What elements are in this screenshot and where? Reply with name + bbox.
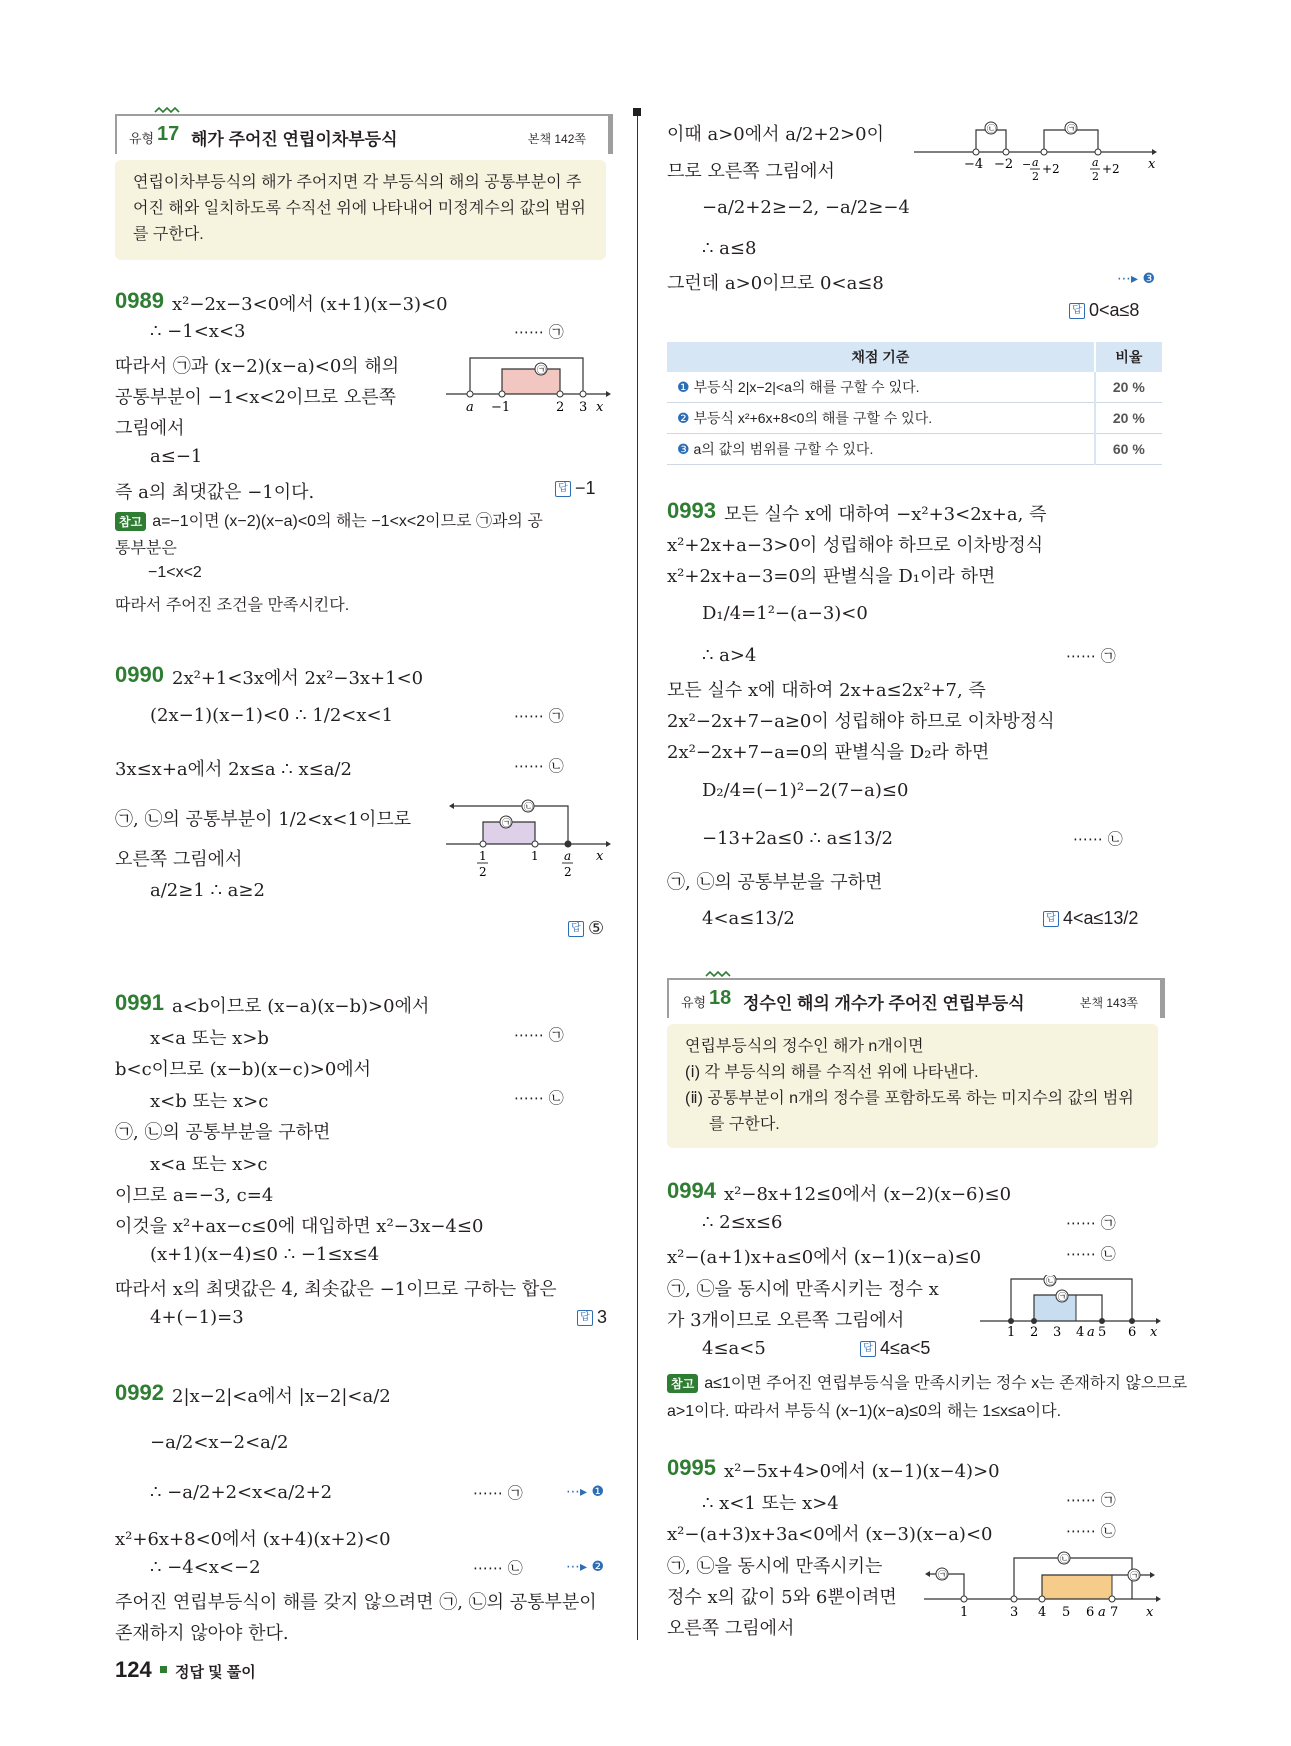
solution-line: 3x≤x+a에서 2x≤a ∴ x≤a/2 [115,759,352,780]
solution-line: 따라서 x의 최댓값은 4, 최솟값은 −1이므로 구하는 합은 [115,1279,557,1300]
svg-text:㉠: ㉠ [938,1571,948,1581]
svg-text:−1: −1 [491,400,511,415]
step-marker: ❷ [677,411,690,427]
criteria-text: a의 값의 범위를 구할 수 있다. [693,441,874,457]
criteria-text: 부등식 2|x−2|<a의 해를 구할 수 있다. [693,379,920,395]
answer [555,478,596,499]
equation-tag: ⋯⋯ ㉠ [514,323,564,341]
answer [568,918,604,939]
solution-line: 4+(−1)=3 [150,1307,244,1328]
problem-number: 0993 [667,498,716,523]
answer [1043,908,1138,929]
note-line: a=−1이면 (x−2)(x−a)<0의 해는 −1<x<2이므로 ㉠과의 공 [152,513,543,530]
solution-line: 주어진 연립부등식이 해를 갖지 않으려면 ㉠, ㉡의 공통부분이 [115,1592,597,1613]
solution-line: 모든 실수 x에 대하여 2x+a≤2x²+7, 즉 [667,680,986,701]
type-label: 유형 [681,995,707,1010]
solution-line: 4<a≤13/2 [702,908,795,929]
solution-line: x²+6x+8<0에서 (x+4)(x+2)<0 [115,1529,391,1550]
type-title: 정수인 해의 개수가 주어진 연립부등식 [743,994,1025,1013]
solution-line: b<c이므로 (x−b)(x−c)>0에서 [115,1059,372,1080]
number-line-diagram [924,1550,1164,1620]
footer-title: 정답 및 풀이 [175,1664,256,1681]
summary-line: 연립부등식의 정수인 해가 n개이면 [685,1038,924,1055]
solution-line: x²−5x+4>0에서 (x−1)(x−4)>0 [724,1461,1000,1482]
svg-text:a: a [1092,156,1099,169]
column-divider [637,110,638,1640]
solution-line: ㉠, ㉡의 공통부분이 1/2<x<1이므로 [115,809,412,830]
svg-text:2: 2 [556,400,565,415]
solution-line: 2|x−2|<a에서 |x−2|<a/2 [172,1386,391,1407]
type-reference: 본책 142쪽 [527,132,586,146]
type-17-summary: 연립이차부등식의 해가 주어지면 각 부등식의 해의 공통부분이 주어진 해와 일치하도록 수직선 위에 나타내어 미정계수의 값의 범위를 구한다. [115,160,606,260]
solution-line: ∴ −a/2+2<x<a/2+2 [150,1482,333,1503]
equation-tag: ⋯⋯ ㉠ [1066,1214,1116,1232]
wave-decoration [154,106,180,114]
svg-text:a: a [1098,1605,1106,1620]
note-line: 통부분은 [115,540,177,557]
answer-value: 3 [597,1307,608,1327]
equation-tag: ⋯⋯ ㉠ [1066,1491,1116,1509]
solution-line: D₂/4=(−1)²−2(7−a)≤0 [702,780,909,801]
equation-tag: ⋯⋯ ㉡ [1066,1522,1116,1540]
problem-number: 0994 [667,1178,716,1203]
svg-text:4: 4 [1038,1605,1047,1620]
solution-line: x²+2x+a−3=0의 판별식을 D₁이라 하면 [667,566,996,587]
divider-marker [633,108,641,116]
ratio-value: 20 % [1095,403,1162,434]
svg-text:㉡: ㉡ [524,803,534,813]
equation-tag: ⋯⋯ ㉡ [514,757,564,775]
answer-value: 0<a≤8 [1089,300,1140,320]
answer-value: −1 [575,478,596,498]
solution-line: x²−(a+3)x+3a<0에서 (x−3)(x−a)<0 [667,1524,993,1545]
solution-line: ∴ 2≤x≤6 [702,1212,783,1233]
solution-line: x<b 또는 x>c [150,1091,269,1112]
solution-line: −a/2+2≥−2, −a/2≥−4 [702,197,910,218]
svg-text:1: 1 [960,1605,969,1620]
answer-icon: 답 [577,1310,593,1326]
solution-line: ∴ a>4 [702,645,757,666]
equation-tag: ⋯⋯ ㉠ [473,1484,523,1502]
solution-line: 존재하지 않아야 한다. [115,1623,289,1644]
equation-tag: ⋯⋯ ㉡ [514,1089,564,1107]
solution-line: ㉠, ㉡의 공통부분을 구하면 [115,1122,331,1143]
type-17-header [115,114,610,154]
note-0989 [115,508,543,531]
solution-line: a/2≥1 ∴ a≥2 [150,880,265,901]
answer [577,1307,607,1328]
solution-line: a<b이므로 (x−a)(x−b)>0에서 [172,996,430,1017]
step-marker: ⋯▸ ❷ [566,1559,605,1575]
svg-text:1: 1 [531,849,539,863]
equation-tag: ⋯⋯ ㉡ [473,1559,523,1577]
solution-line: ㉠, ㉡을 동시에 만족시키는 정수 x [667,1279,939,1300]
solution-line: 오른쪽 그림에서 [667,1618,795,1639]
svg-text:−: − [1022,158,1032,171]
solution-line: 그림에서 [115,418,185,439]
problem-number: 0991 [115,990,164,1015]
solution-line: ∴ a≤8 [702,238,757,259]
solution-line: x<a 또는 x>b [150,1028,269,1049]
answer-icon: 답 [1069,303,1085,319]
note-line: −1<x<2 [148,564,202,581]
solution-line: 모든 실수 x에 대하여 −x²+3<2x+a, 즉 [724,504,1047,525]
svg-text:a: a [466,400,474,415]
solution-line: (2x−1)(x−1)<0 ∴ 1/2<x<1 [150,705,394,726]
svg-text:x: x [596,849,604,864]
answer [1069,300,1139,321]
answer [860,1338,930,1359]
svg-text:2: 2 [479,865,487,879]
note-tag: 참고 [667,1374,698,1393]
solution-line: 그런데 a>0이므로 0<a≤8 [667,273,884,294]
solution-line: ∴ −1<x<3 [150,321,246,342]
solution-line: x²−2x−3<0에서 (x+1)(x−3)<0 [172,294,448,315]
table-row [667,403,1162,434]
svg-text:㉠: ㉠ [1067,125,1077,135]
step-marker: ⋯▸ ❶ [566,1484,605,1500]
problem-number: 0992 [115,1380,164,1405]
summary-line: (ⅱ) 공통부분이 n개의 정수를 포함하도록 하는 미지수의 값의 범위 [685,1090,1134,1107]
step-marker: ❶ [677,380,690,396]
note-tag: 참고 [115,512,146,531]
problem-number: 0990 [115,662,164,687]
svg-text:3: 3 [579,400,588,415]
solution-line: (x+1)(x−4)≤0 ∴ −1≤x≤4 [150,1244,380,1265]
ratio-header: 비율 [1095,342,1162,372]
answer-value: 4<a≤13/2 [1063,908,1139,928]
svg-text:5: 5 [1062,1605,1071,1620]
svg-text:㉠: ㉠ [537,366,547,376]
footer-marker [160,1666,167,1673]
solution-line: ∴ −4<x<−2 [150,1557,261,1578]
svg-text:+2: +2 [1102,162,1120,176]
svg-text:a: a [1087,1325,1095,1340]
svg-text:6: 6 [1128,1325,1137,1340]
criteria-text: 부등식 x²+6x+8<0의 해를 구할 수 있다. [693,410,933,426]
svg-text:㉠: ㉠ [1130,1572,1140,1582]
type-title: 해가 주어진 연립이차부등식 [191,130,398,149]
note-line: a>1이다. 따라서 부등식 (x−1)(x−a)≤0의 해는 1≤x≤a이다. [667,1403,1062,1420]
note-line: a≤1이면 주어진 연립부등식을 만족시키는 정수 x는 존재하지 않으므로 [704,1375,1188,1392]
type-number: 17 [157,123,180,145]
svg-text:6: 6 [1086,1605,1095,1620]
note-line: 따라서 주어진 조건을 만족시킨다. [115,597,350,614]
svg-text:2: 2 [1030,1325,1039,1340]
svg-text:㉡: ㉡ [1046,1277,1056,1287]
svg-text:−2: −2 [994,157,1014,172]
solution-line: 오른쪽 그림에서 [115,849,243,870]
svg-text:1: 1 [479,849,487,863]
solution-line: 므로 오른쪽 그림에서 [667,161,835,182]
ratio-value: 20 % [1095,372,1162,403]
svg-text:㉠: ㉠ [1058,1293,1068,1303]
svg-text:3: 3 [1053,1325,1062,1340]
solution-line: ∴ x<1 또는 x>4 [702,1493,839,1514]
solution-line: x<a 또는 x>c [150,1154,268,1175]
equation-tag: ⋯⋯ ㉠ [1066,647,1116,665]
solution-line: 가 3개이므로 오른쪽 그림에서 [667,1310,905,1331]
answer-icon: 답 [860,1341,876,1357]
svg-text:5: 5 [1098,1325,1107,1340]
number-line-diagram [980,1275,1165,1340]
svg-text:㉠: ㉠ [502,819,512,829]
solution-line: 2x²−2x+7−a≥0이 성립해야 하므로 이차방정식 [667,711,1055,732]
type-18-summary [667,1024,1158,1148]
type-reference: 본책 143쪽 [1079,996,1138,1010]
scoring-header: 채점 기준 [667,342,1095,372]
page-number: 124 [115,1657,152,1682]
svg-text:3: 3 [1010,1605,1019,1620]
svg-text:a: a [564,849,572,863]
solution-line: D₁/4=1²−(a−3)<0 [702,603,868,624]
solution-line: −13+2a≤0 ∴ a≤13/2 [702,828,893,849]
solution-line: 이므로 a=−3, c=4 [115,1185,274,1206]
svg-text:4: 4 [1076,1325,1085,1340]
answer-icon: 답 [568,921,584,937]
solution-line: −a/2<x−2<a/2 [150,1432,289,1453]
svg-text:−4: −4 [964,157,984,172]
solution-line: a≤−1 [150,446,203,467]
equation-tag: ⋯⋯ ㉡ [1066,1245,1116,1263]
solution-line: 이때 a>0에서 a/2+2>0이 [667,124,884,145]
svg-text:x: x [1148,157,1156,172]
svg-text:+2: +2 [1042,162,1060,176]
type-18-header [667,978,1162,1018]
problem-number: 0989 [115,288,164,313]
solution-line: 공통부분이 −1<x<2이므로 오른쪽 [115,387,397,408]
equation-tag: ⋯⋯ ㉠ [514,1026,564,1044]
type-label: 유형 [129,131,155,146]
solution-line: x²−(a+1)x+a≤0에서 (x−1)(x−a)≤0 [667,1247,982,1268]
summary-line: 를 구한다. [709,1116,780,1133]
svg-text:x: x [596,400,604,415]
svg-text:x: x [1150,1325,1158,1340]
solution-line: 따라서 ㉠과 (x−2)(x−a)<0의 해의 [115,356,400,377]
svg-text:2: 2 [1092,170,1099,183]
step-marker: ❸ [677,442,690,458]
table-row [667,434,1162,465]
type-number: 18 [709,987,732,1009]
number-line-diagram [446,355,611,417]
svg-text:㉡: ㉡ [1060,1555,1070,1565]
solution-line: 2x²+1<3x에서 2x²−3x+1<0 [172,668,424,689]
solution-line: 즉 a의 최댓값은 −1이다. [115,482,315,503]
answer-value: 4≤a<5 [880,1338,931,1358]
answer-icon: 답 [1043,911,1059,927]
step-marker: ⋯▸ ❸ [1117,271,1156,287]
number-line-diagram [446,798,611,883]
summary-line: (ⅰ) 각 부등식의 해를 수직선 위에 나타낸다. [685,1064,979,1081]
wave-decoration [705,970,731,978]
svg-text:㉡: ㉡ [987,125,997,135]
scoring-table [667,342,1162,465]
solution-line: ㉠, ㉡의 공통부분을 구하면 [667,872,883,893]
answer-value: ⑤ [588,918,605,938]
number-line-diagram [914,118,1164,190]
svg-text:x: x [1146,1605,1154,1620]
solution-line: x²+2x+a−3>0이 성립해야 하므로 이차방정식 [667,535,1044,556]
solution-line: 2x²−2x+7−a=0의 판별식을 D₂라 하면 [667,742,990,763]
svg-text:a: a [1032,156,1039,169]
svg-text:2: 2 [564,865,572,879]
svg-text:7: 7 [1110,1605,1119,1620]
solution-line: 이것을 x²+ax−c≤0에 대입하면 x²−3x−4≤0 [115,1216,484,1237]
table-row [667,372,1162,403]
equation-tag: ⋯⋯ ㉡ [1073,830,1123,848]
svg-text:1: 1 [1007,1325,1016,1340]
answer-icon: 답 [555,481,571,497]
ratio-value: 60 % [1095,434,1162,465]
solution-line: x²−8x+12≤0에서 (x−2)(x−6)≤0 [724,1184,1012,1205]
note-0994 [667,1370,1187,1393]
solution-line: 정수 x의 값이 5와 6뿐이려면 [667,1587,897,1608]
solution-line: 4≤a<5 [702,1338,766,1359]
solution-line: ㉠, ㉡을 동시에 만족시키는 [667,1556,883,1577]
problem-number: 0995 [667,1455,716,1480]
svg-text:2: 2 [1032,170,1039,183]
equation-tag: ⋯⋯ ㉠ [514,707,564,725]
